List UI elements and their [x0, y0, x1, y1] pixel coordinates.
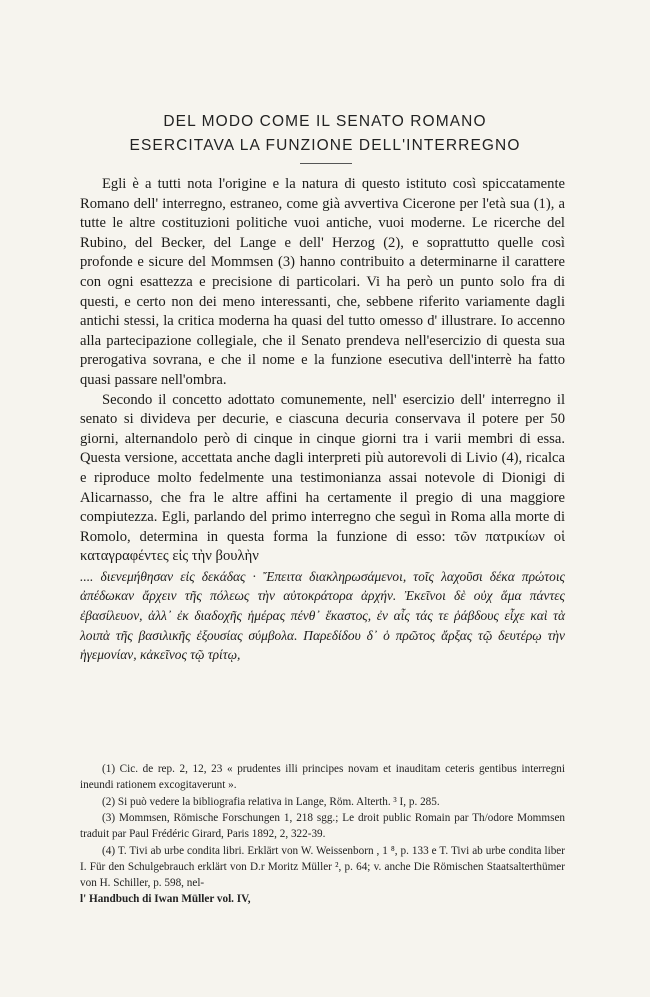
title-line-2: ESERCITAVA LA FUNZIONE DELL'INTERREGNO — [129, 137, 521, 154]
paragraph-2: Secondo il concetto adottato comunemente, nell' esercizio dell' interregno il senato si divideva per decurie, e ciascuna decuria conservava il potere per 50 giorni, alternandolo però di cinque in cinque giorni tra i varii membri di essa. Questa versione, accettata anche dagli interpreti più autorevoli di Livio (4), ricalca e riproduce molto fedelmente una testimonianza assai notevole di Dionigi di Alicarnasso, che fra le altre affini ha certamente il pregio di una maggiore compiutezza. Egli, parlando del primo interregno che seguì in Roma alla morte di Romolo, determina in questa forma la funzione di esso: τῶν πατρικίων οἱ καταγραφέντες εἰς τὴν βουλὴν — [80, 391, 565, 565]
footnote-2: (2) Si può vedere la bibliografia relativa in Lange, Röm. Alterth. ³ I, p. 285. — [102, 795, 440, 808]
footnote-1: (1) Cic. de rep. 2, 12, 23 « prudentes illi principes novam et inauditam ceteris gentibus interregni ineundi rationem excogitaverunt ». — [80, 763, 565, 791]
body-text — [80, 175, 565, 665]
footnotes — [80, 762, 565, 909]
paragraph-1: Egli è a tutti nota l'origine e la natura di questo istituto così spiccatamente Romano dell' interregno, estraneo, come già avvertiva Cicerone per l'età sua (1), a tutte le altre costituzioni politiche vuoi antiche, vuoi moderne. Le ricerche del Rubino, del Becker, del Lange e dell' Herzog (2), e soprattutto quelle così profonde e sicure del Mommsen (3) hanno contribuito a determinarne il carattere con ogni esattezza e precisione di particolari. Vi ha però un punto solo fra di questi, e certo non dei meno interessanti, che, sebbene riferito variamente dagli antichi stessi, la critica moderna ha quasi del tutto omesso d' illustrare. Io accenno alla partecipazione collegiale, che il Senato prendeva nell'esercizio di questa sua prerogativa sovrana, e che il nome e la funzione esecutiva dell'interrè ha fatto quasi passare nell'ombra. — [80, 176, 565, 388]
title-line-1: DEL MODO COME IL SENATO ROMANO — [163, 113, 487, 130]
title-rule — [300, 163, 352, 164]
footnote-4: (4) T. Tivi ab urbe condita libri. Erklärt von W. Weissenborn , 1 ⁸, p. 133 e T. Tivi ab urbe condita liber I. Für den Schulgebrauch erklärt von D.r Moritz Müller ², p. 64; v. anche Die Römischen Staatsalterthümer von H. Schiller, p. 598, nel- — [80, 844, 565, 889]
footnote-4-continuation: l' Handbuch di Iwan Müller vol. IV, — [80, 893, 251, 906]
greek-quotation: .... διενεμήθησαν εἰς δεκάδας · Ἔπειτα διακληρωσάμενοι, τοῖς λαχοῦσι δέκα πρώτοις ἀπέδωκαν ἄρχειν τῆς πόλεως τὴν αὐτοκράτορα ἀρχήν. Ἐκεῖνοι δὲ οὐχ ἅμα πάντες ἐβασίλευον, ἀλλ᾽ ἐκ διαδοχῆς ἡμέρας πένθ᾽ ἕκαστος, ἐν αἷς τάς τε ῥάβδους εἶχε καὶ τὰ λοιπὰ τῆς βασιλικῆς ἐξουσίας σύμβολα. Παρεδίδου δ᾽ ὁ πρῶτος ἄρξας τῷ δευτέρῳ τὴν ἡγεμονίαν, κἀκεῖνος τῷ τρίτῳ, — [80, 568, 565, 663]
footnote-3: (3) Mommsen, Römische Forschungen 1, 218 sgg.; Le droit public Romain par Th/odore Mommsen traduit par Paul Frédéric Girard, Paris 1892, 2, 322-39. — [80, 812, 565, 841]
